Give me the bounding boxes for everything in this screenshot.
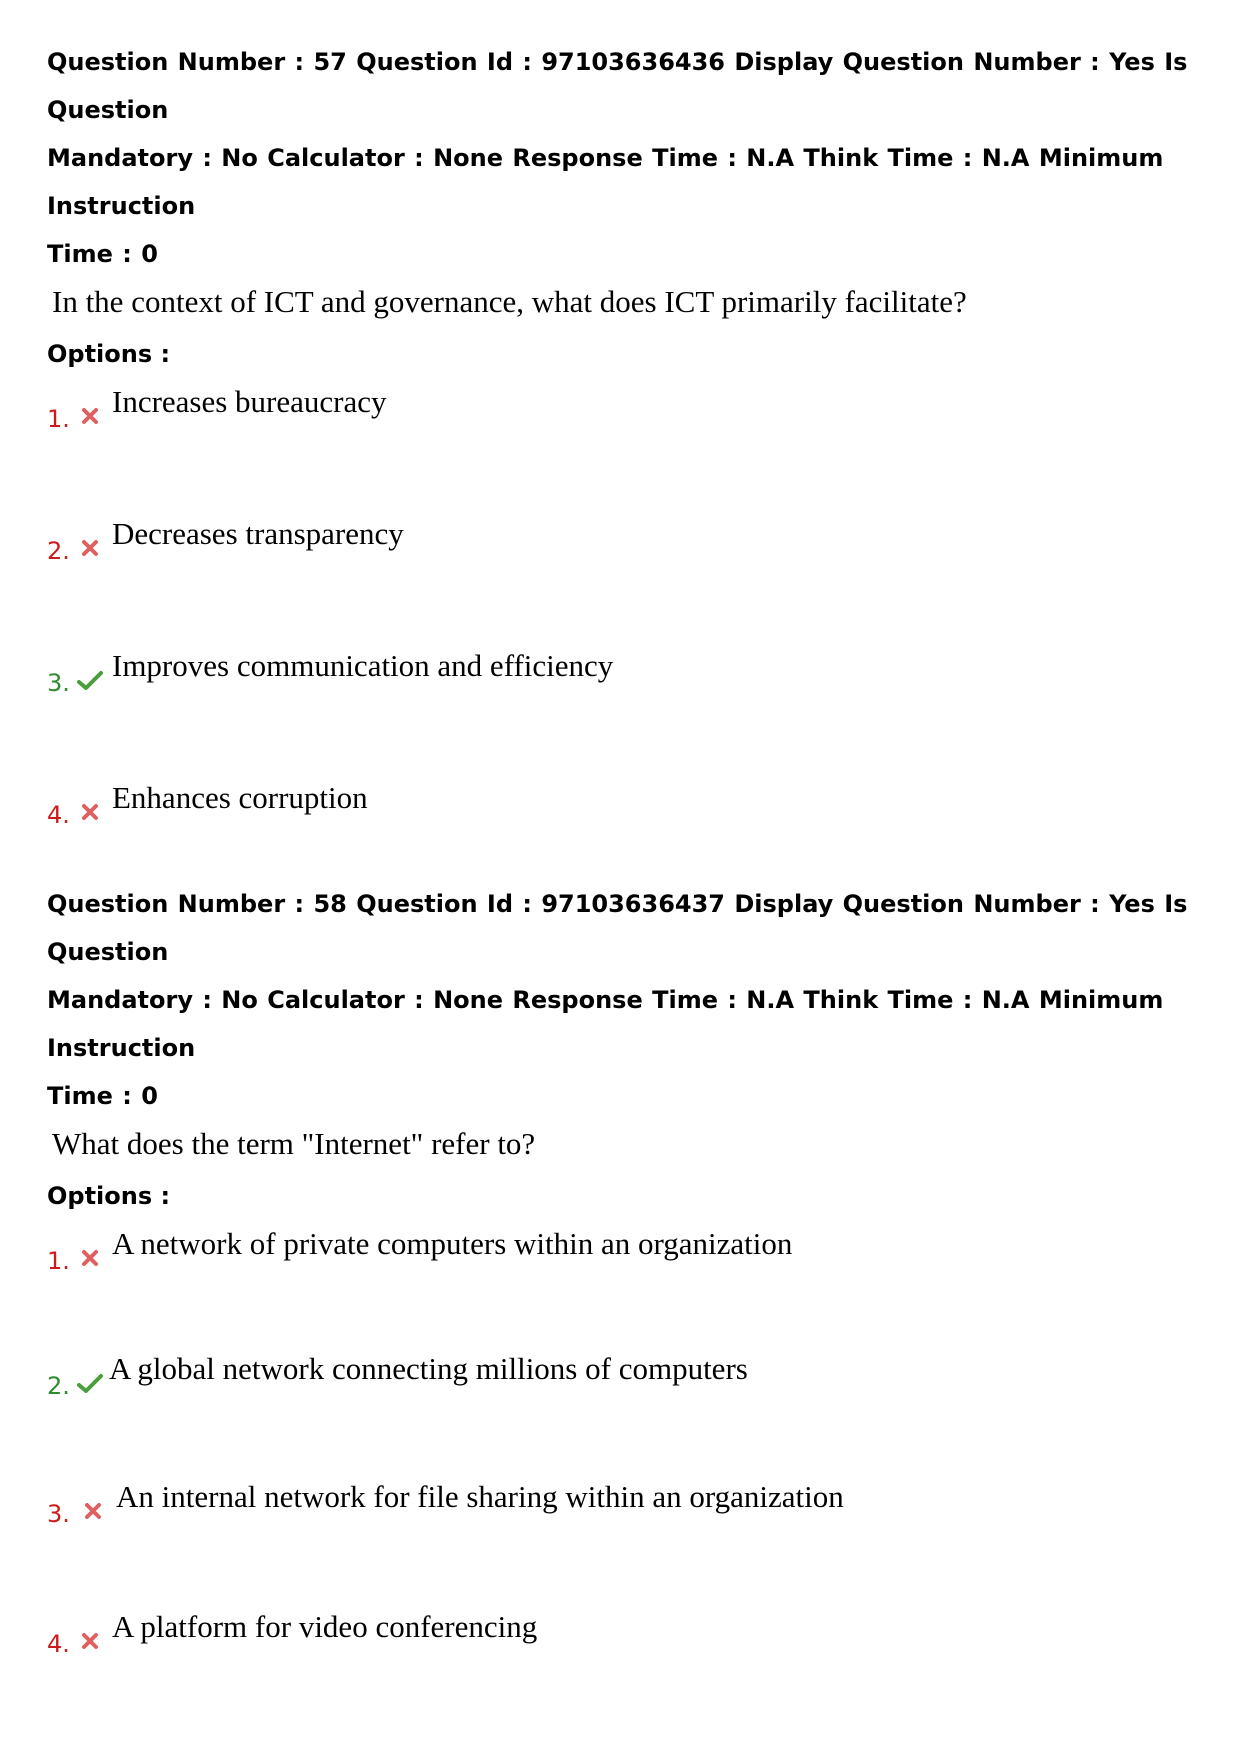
option-number: 4. — [47, 1630, 70, 1658]
option-2 — [47, 506, 1217, 638]
check-icon — [76, 666, 104, 694]
option-number: 3. — [47, 669, 70, 697]
check-icon — [76, 1369, 104, 1397]
question-text: In the context of ICT and governance, what does ICT primarily facilitate? — [52, 284, 967, 319]
option-text: Decreases transparency — [112, 516, 404, 551]
option-4 — [47, 1599, 1217, 1731]
option-text: An internal network for file sharing within an organization — [116, 1479, 844, 1514]
option-text: A network of private computers within an organization — [112, 1226, 793, 1261]
option-number: 4. — [47, 801, 70, 829]
question-meta-line-3: Time : 0 — [47, 240, 158, 268]
option-number: 1. — [47, 405, 70, 433]
question-meta-line-2: Mandatory : No Calculator : None Response Time : N.A Think Time : N.A Minimum Instruction — [47, 144, 1164, 220]
option-number: 1. — [47, 1247, 70, 1275]
option-1 — [47, 374, 1217, 506]
cross-icon — [79, 1497, 107, 1525]
option-text: Increases bureaucracy — [112, 384, 387, 419]
option-number: 3. — [47, 1500, 70, 1528]
question-meta-line-3: Time : 0 — [47, 1082, 158, 1110]
option-number: 2. — [47, 537, 70, 565]
cross-icon — [76, 1244, 104, 1272]
option-1 — [47, 1216, 1217, 1341]
question-block-58 — [47, 880, 1217, 1731]
cross-icon — [76, 534, 104, 562]
question-meta-line-1: Question Number : 57 Question Id : 97103636436 Display Question Number : Yes Is Question — [47, 48, 1188, 124]
option-text: A platform for video conferencing — [112, 1609, 538, 1644]
question-text: What does the term "Internet" refer to? — [52, 1126, 536, 1161]
option-text: Improves communication and efficiency — [112, 648, 614, 683]
option-text: A global network connecting millions of computers — [109, 1351, 748, 1386]
option-3 — [47, 1469, 1217, 1599]
options-label: Options : — [47, 1182, 171, 1210]
question-meta-line-1: Question Number : 58 Question Id : 97103636437 Display Question Number : Yes Is Question — [47, 890, 1188, 966]
option-text: Enhances corruption — [112, 780, 368, 815]
question-meta-line-2: Mandatory : No Calculator : None Response Time : N.A Think Time : N.A Minimum Instruction — [47, 986, 1164, 1062]
option-number: 2. — [47, 1372, 70, 1400]
cross-icon — [76, 1627, 104, 1655]
cross-icon — [76, 402, 104, 430]
options-label: Options : — [47, 340, 171, 368]
option-3 — [47, 638, 1217, 770]
option-2 — [47, 1341, 1217, 1469]
question-block-57 — [47, 38, 1217, 902]
cross-icon — [76, 798, 104, 826]
